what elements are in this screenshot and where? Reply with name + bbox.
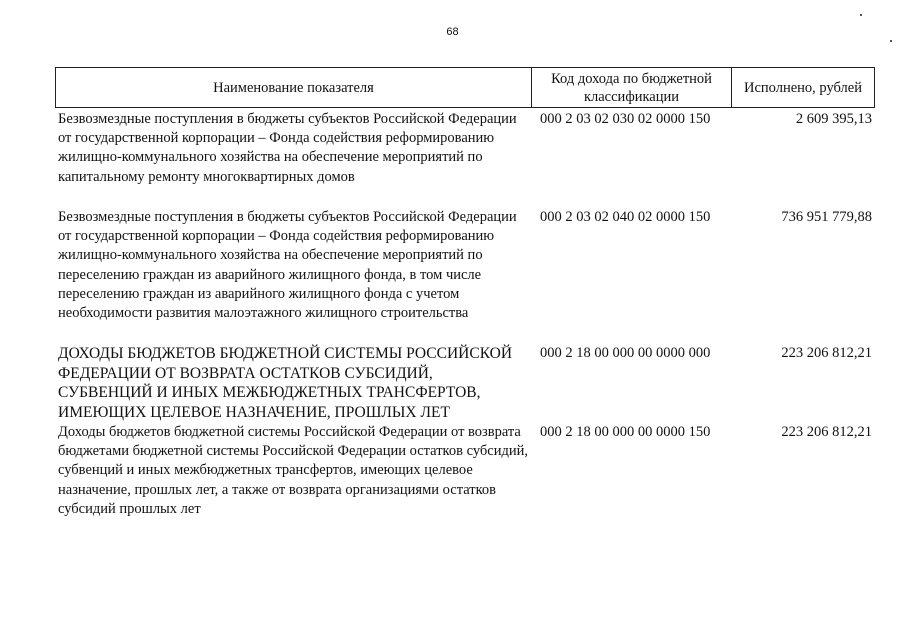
table-header (55, 67, 875, 108)
row-name: Безвозмездные поступления в бюджеты субъектов Российской Федерации от государственной корпорации – Фонда содействия реформированию жилищно-коммунального хозяйства на обеспечение мероприятий по переселению граждан из аварийного жилищного фонда, в том числе переселению граждан из аварийного жилищного фонда с учетом необходимости развития малоэтажного жилищного строительства (58, 209, 517, 322)
row-name: Безвозмездные поступления в бюджеты субъектов Российской Федерации от государственной корпорации – Фонда содействия реформированию жилищно-коммунального хозяйства на обеспечение мероприятий по капитальному ремонту многоквартирных домов (58, 111, 517, 185)
header-amount: Исполнено, рублей (744, 79, 862, 96)
row-code: 000 2 18 00 000 00 0000 150 (540, 424, 711, 440)
row-name: Доходы бюджетов бюджетной системы Российской Федерации от возврата бюджетами бюджетной системы Российской Федерации остатков субсидий, субвенций и иных межбюджетных трансфертов, имеющих целевое назначение, прошлых лет, а также от возврата организациями остатков субсидий прошлых лет (58, 424, 528, 517)
row-code: 000 2 18 00 000 00 0000 000 (540, 345, 711, 361)
row-code: 000 2 03 02 040 02 0000 150 (540, 209, 711, 225)
row-name: ДОХОДЫ БЮДЖЕТОВ БЮДЖЕТНОЙ СИСТЕМЫ РОССИЙСКОЙ ФЕДЕРАЦИИ ОТ ВОЗВРАТА ОСТАТКОВ СУБСИДИЙ, СУБВЕНЦИЙ И ИНЫХ МЕЖБЮДЖЕТНЫХ ТРАНСФЕРТОВ, ИМЕЮЩИХ ЦЕЛЕВОЕ НАЗНАЧЕНИЕ, ПРОШЛЫХ ЛЕТ (58, 345, 513, 421)
row-amount: 223 206 812,21 (781, 424, 872, 440)
page-number: 68 (446, 26, 459, 38)
row-amount: 736 951 779,88 (781, 209, 872, 225)
header-code: Код дохода по бюджетной классификации (551, 70, 712, 105)
row-code: 000 2 03 02 030 02 0000 150 (540, 111, 711, 127)
row-amount: 223 206 812,21 (781, 345, 872, 361)
row-amount: 2 609 395,13 (795, 111, 872, 127)
scan-speck (890, 40, 892, 42)
header-name: Наименование показателя (213, 79, 374, 96)
scan-speck (860, 14, 862, 16)
